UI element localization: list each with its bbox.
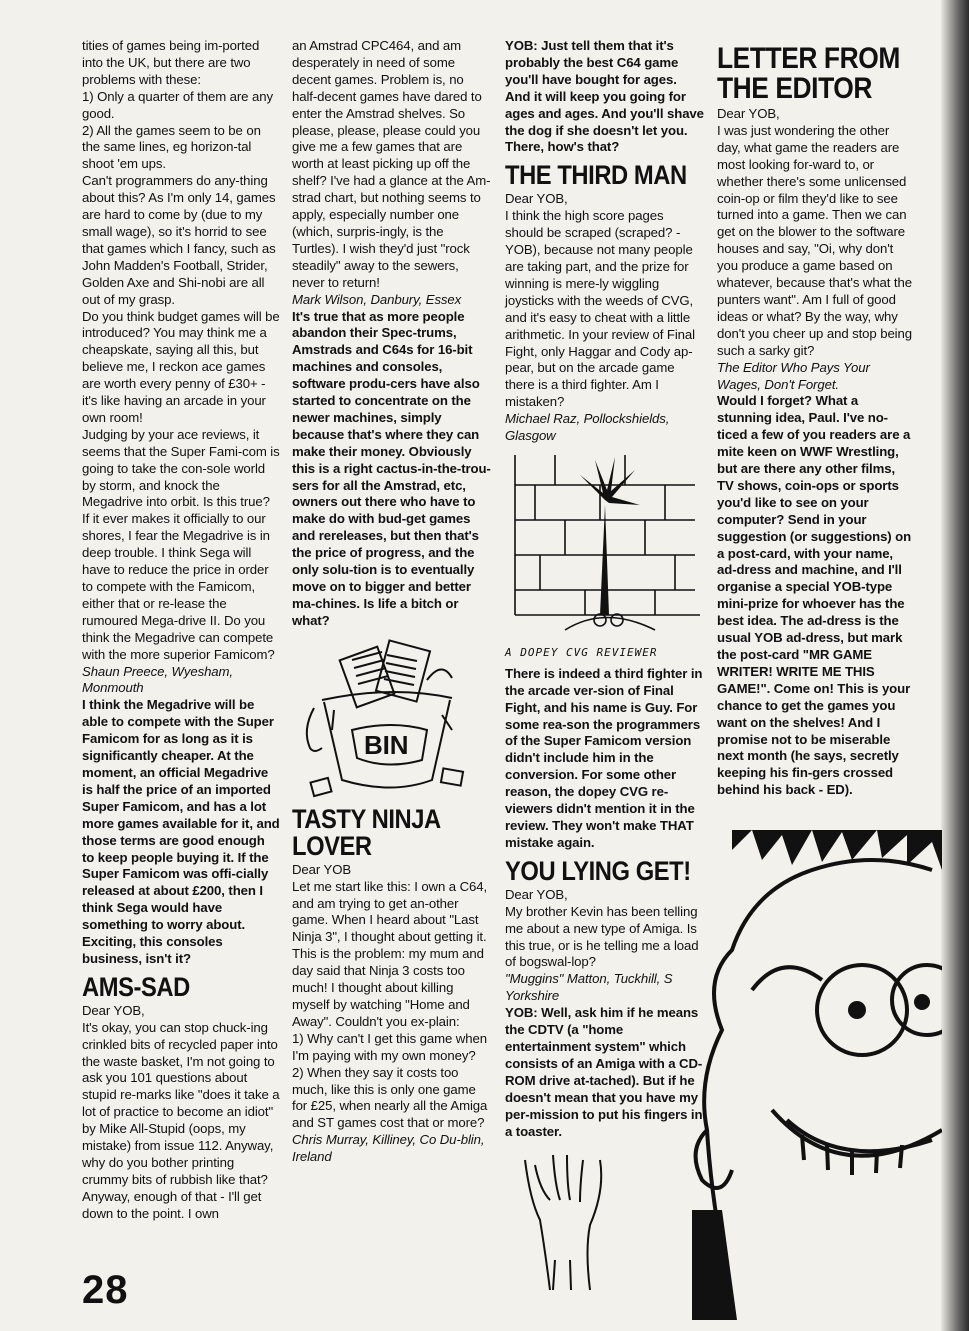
- yob-reply: YOB: Just tell them that it's probably the best C64 game you'll have bought for ages. And it will keep you going for ages and ages. And you'll shave the dog if she doesn't let you. There, how's that?: [505, 38, 704, 155]
- letter-heading: LETTER FROM THE EDITOR: [717, 42, 900, 105]
- illustration-caption: A DOPEY CVG REVIEWER: [505, 645, 658, 659]
- bin-label: BIN: [364, 729, 409, 760]
- column-1: [82, 38, 280, 1223]
- letter-salutation: Dear YOB: [292, 861, 352, 877]
- letter-text: 1) Only a quarter of them are any good.: [82, 88, 273, 121]
- letter-signature: "Muggins" Matton, Tuckhill, S Yorkshire: [505, 971, 673, 1004]
- letter-text: Can't programmers do any-thing about this? As I'm only 14, games are hard to come by (due to my small wage), so it's horrid to see that games which I fancy, such as John Madden's Football, Strider, Golden Axe and Shi-nobi are all out of my grasp.: [82, 173, 276, 307]
- yob-reply: It's true that as more people abandon their Spec-trums, Amstrads and C64s for 16-bit machines and consoles, software produ-cers have also started to concentrate on the newer machines, simply because that's where they can make their money. Obviously this is a right cactus-in-the-trou-sers for all the Amstrad, etc, owners out there who have to make do with bud-get games and rereleases, but then that's the price of progress, and the only solu-tion is to eventually move on to bigger and better ma-chines. Is life a bitch or what?: [292, 308, 491, 628]
- letter-text: Judging by your ace reviews, it seems that the Super Fami-com is going to take the con-sole world by storm, and knock the Megadrive into orbit. Is this true? If it ever makes it officially to our shores, I fear the Megadrive is in deep trouble. I think Sega will have to reduce the price in order to compete with the Famicom, either that or re-lease the rumoured Mega-drive II. Do you think the Megadrive can compete with the more superior Famicom?: [82, 426, 280, 662]
- page-binding-edge: [941, 0, 969, 1331]
- hand-illustration: [505, 1140, 615, 1290]
- letter-salutation: Dear YOB,: [82, 1002, 145, 1018]
- letter-text: 2) All the games seem to be on the same lines, eg horizon-tal shoot 'em ups.: [82, 122, 261, 172]
- letter-text: 1) Why can't I get this game when I'm paying with my own money?: [292, 1030, 487, 1063]
- letter-salutation: Dear YOB,: [717, 106, 780, 121]
- letter-text: Let me start like this: I own a C64, and am trying to get an-other game. When I heard about "Last Ninja 3", I thought about getting it. This is the problem: my mum and day said that Ninja 3 costs too much! I thought about killing myself by watching "Home and Away". Couldn't you ex-plain:: [292, 878, 488, 1029]
- letter-text: tities of games being im-ported into the UK, but there are two problems with these:: [82, 38, 260, 87]
- letter-text: Do you think budget games will be introduced? You may think me a cheapskate, saying all this, but believe me, I reckon ace games are worth every penny of £30+ - it's like having an arcade in your own room!: [82, 308, 280, 425]
- letter-text: Anyway, enough of that - I'll get down to the point. I own: [82, 1188, 262, 1221]
- letter-heading: AMS-SAD: [82, 971, 190, 1002]
- cartoon-face-illustration: [692, 830, 942, 1320]
- cartoon-reviewer-illustration: [505, 445, 705, 645]
- letter-heading: THE THIRD MAN: [505, 160, 687, 191]
- letter-signature: The Editor Who Pays Your Wages, Don't Forget.: [717, 359, 870, 392]
- letter-text: My brother Kevin has been telling me about a new type of Amiga. Is this true, or is he telling me a load of bogswal-lop?: [505, 903, 699, 970]
- yob-reply: I think the Megadrive will be able to compete with the Super Famicom for as long as it is significantly cheaper. At the moment, an official Megadrive is half the price of an imported Super Famicom, and has a lot more games available for it, and those terms are good enough to keep people buying it. If the Super Famicom was offi-cially released at about £200, then I think Sega would have something to worry about. Exciting, this consoles business, isn't it?: [82, 697, 280, 966]
- column-3: [505, 38, 705, 1290]
- letter-signature: Shaun Preece, Wyesham, Monmouth: [82, 663, 233, 696]
- letter-text: 2) When they say it costs too much, like this is only one game for £25, when nearly all the Amiga and ST games cost that or more?: [292, 1064, 488, 1131]
- letter-signature: Michael Raz, Pollockshields, Glasgow: [505, 411, 670, 444]
- column-4: [717, 38, 915, 799]
- letter-signature: Mark Wilson, Danbury, Essex: [292, 291, 462, 307]
- waste-bin-illustration: [292, 630, 492, 800]
- letter-text: It's okay, you can stop chuck-ing crinkled bits of recycled paper into the waste basket, I'm not going to ask you 101 questions about stupid re-marks like "does it take a lot of practice to become an idiot" by Mike All-Stupid (oops, my mistake) from issue 112. Anyway, why do you bother printing crummy bits of rubbish like that?: [82, 1019, 280, 1187]
- letter-heading: YOU LYING GET!: [505, 855, 691, 886]
- yob-reply: There is indeed a third fighter in the arcade ver-sion of Final Fight, and his name is Guy. For some rea-son the programmers of the Super Famicom version didn't include him in the conversion. For some other reason, the dopey CVG re-viewers didn't mention it in the review. They won't make THAT mistake again.: [505, 665, 703, 850]
- letter-heading: TASTY NINJA LOVER: [292, 803, 440, 861]
- letter-text: I think the high score pages should be scraped (scraped? - YOB), because not many people are taking part, and the prize for winning is mere-ly wiggling joysticks with the weeds of CVG, and it's easy to cheat with a little arithmetic. In your review of Final Fight, only Haggar and Cody ap-pear, but on the arcade game there is a third fighter. Am I mistaken?: [505, 208, 695, 410]
- letter-salutation: Dear YOB,: [505, 191, 568, 207]
- letter-text: I was just wondering the other day, what game the readers are most looking for-ward to, or whether there's some unlicensed coin-op or film they'd like to see turned into a game. Then we can get on the blower to the software houses and say, "Oi, why don't you produce a game based on whatever, because that's what the punters want". Am I full of good ideas or what? By the way, why don't you cheer up and stop being such a sarky git?: [717, 122, 912, 358]
- yob-reply: Would I forget? What a stunning idea, Paul. I've no-ticed a few of you readers are a mite keen on WWF Wrestling, but are there any other films, TV shows, coin-ops or sports you'd like to see on your computer? Send in your suggestion (or suggestions) on a post-card, with your name, ad-dress and machine, and I'll organise a special YOB-type mini-prize for whoever has the best idea. The ad-dress is the usual YOB ad-dress, but mark the post-card "MR GAME WRITER! WRITE ME THIS GAME!". Come on! This is your chance to get the games you want on the shelves! And I promise not to be miserable next month (he says, secretly keeping his fin-gers crossed behind his back - ED).: [717, 393, 912, 798]
- column-2: [292, 38, 492, 1166]
- letter-salutation: Dear YOB,: [505, 886, 568, 902]
- letter-text: an Amstrad CPC464, and am desperately in need of some decent games. Problem is, no half-decent games have dared to enter the Amstrad shelves. So please, please, please could you give me a few games that are worth at least picking up off the shelf? I've had a glance at the Am-strad chart, but nothing seems to apply, especially number one (which, surpris-ingly, is the Turtles). I wish they'd just "rock steadily" away to the sewers, never to return!: [292, 38, 491, 290]
- yob-reply: YOB: Well, ask him if he means the CDTV (a "home entertainment system" which consists of an Amiga with a CD-ROM drive at-tached). But if he doesn't mean that you have my per-mission to put his fingers in a toaster.: [505, 1005, 703, 1139]
- letter-signature: Chris Murray, Killiney, Co Du-blin, Ireland: [292, 1132, 485, 1165]
- page-number: 28: [82, 1268, 129, 1312]
